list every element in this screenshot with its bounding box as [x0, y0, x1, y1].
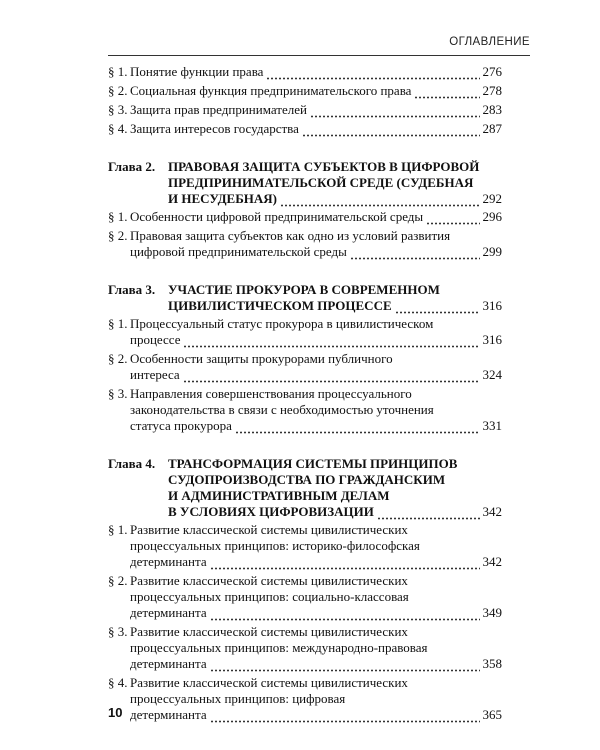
toc-entry-title-line: И АДМИНИСТРАТИВНЫМ ДЕЛАМ	[168, 488, 390, 503]
toc-entry-title-line: процессе	[130, 332, 181, 347]
toc-entry-title-line: ПРЕДПРИНИМАТЕЛЬСКОЙ СРЕДЕ (СУДЕБНАЯ	[168, 175, 474, 190]
dot-leader	[266, 68, 479, 80]
toc-entry-title-line: законодательства в связи с необходимостью уточнения	[130, 402, 434, 417]
toc-entry-title-line: процессуальных принципов: цифровая	[130, 691, 346, 706]
toc-entry-number: § 1.	[108, 316, 128, 331]
toc-entry-number: § 3.	[108, 624, 128, 639]
dot-leader	[395, 302, 480, 314]
toc-entry-title-line: Особенности защиты прокурорами публичного	[130, 351, 393, 366]
toc-entry-title-line: процессуальных принципов: историко-философская	[130, 538, 420, 553]
dot-leader	[210, 609, 480, 621]
toc-section[interactable]	[108, 573, 502, 621]
toc-chapter[interactable]	[108, 282, 502, 314]
toc-section[interactable]	[108, 386, 502, 434]
toc-entry-number: Глава 2.	[108, 159, 156, 174]
toc-page-number: 316	[482, 332, 502, 347]
toc-entry-title-line: процессуальных принципов: международно-правовая	[130, 640, 428, 655]
toc-entry-number: § 4.	[108, 675, 128, 690]
toc-entry-title-line: ЦИВИЛИСТИЧЕСКОМ ПРОЦЕССЕ	[168, 298, 392, 313]
toc-page-number: 342	[482, 504, 502, 519]
toc-entry-number: § 3.	[108, 386, 128, 401]
toc-entry-number: § 1.	[108, 209, 128, 224]
toc-entry-title-line: УЧАСТИЕ ПРОКУРОРА В СОВРЕМЕННОМ	[168, 282, 440, 297]
toc-section[interactable]	[108, 121, 502, 137]
toc-entry-title-line: Развитие классической системы цивилистических	[130, 573, 408, 588]
dot-leader	[235, 422, 480, 434]
toc-page-number: 342	[482, 554, 502, 569]
toc-entry-title-line: Процессуальный статус прокурора в цивилистическом	[130, 316, 434, 331]
toc-section[interactable]	[108, 64, 502, 80]
toc-entry-title-line: детерминанта	[130, 554, 207, 569]
toc-entry-number: Глава 4.	[108, 456, 156, 471]
toc-section[interactable]	[108, 228, 502, 260]
toc-entry-title-line: Социальная функция предпринимательского права	[130, 83, 412, 98]
toc-section[interactable]	[108, 83, 502, 99]
dot-leader	[210, 660, 480, 672]
table-of-contents	[108, 64, 502, 726]
toc-page-number: 278	[482, 83, 502, 98]
running-header: ОГЛАВЛЕНИЕ	[449, 36, 530, 48]
toc-page-number: 299	[482, 244, 502, 259]
toc-entry-number: § 2.	[108, 228, 128, 243]
toc-entry-number: § 2.	[108, 83, 128, 98]
dot-leader	[310, 106, 480, 118]
toc-entry-number: § 2.	[108, 351, 128, 366]
toc-section[interactable]	[108, 102, 502, 118]
header-rule	[108, 55, 530, 56]
dot-leader	[377, 508, 480, 520]
toc-entry-title-line: Особенности цифровой предпринимательской среды	[130, 209, 424, 224]
toc-entry-number: § 1.	[108, 64, 128, 79]
dot-leader	[183, 336, 479, 348]
page-number: 10	[108, 705, 123, 720]
toc-page-number: 324	[482, 367, 502, 382]
dot-leader	[210, 711, 480, 723]
toc-section[interactable]	[108, 624, 502, 672]
toc-section[interactable]	[108, 316, 502, 348]
toc-section[interactable]	[108, 675, 502, 723]
toc-page-number: 365	[482, 707, 502, 722]
toc-entry-title-line: детерминанта	[130, 605, 207, 620]
toc-entry-number: § 1.	[108, 522, 128, 537]
toc-entry-title-line: И НЕСУДЕБНАЯ)	[168, 191, 278, 206]
toc-entry-title-line: Развитие классической системы цивилистических	[130, 624, 408, 639]
toc-entry-title-line: детерминанта	[130, 707, 207, 722]
toc-entry-title-line: В УСЛОВИЯХ ЦИФРОВИЗАЦИИ	[168, 504, 374, 519]
toc-page-number: 316	[482, 298, 502, 313]
toc-entry-title-line: ПРАВОВАЯ ЗАЩИТА СУБЪЕКТОВ В ЦИФРОВОЙ	[168, 159, 480, 174]
toc-entry-title-line: Направления совершенствования процессуального	[130, 386, 412, 401]
dot-leader	[414, 87, 479, 99]
toc-entry-title-line: Защита прав предпринимателей	[130, 102, 307, 117]
toc-entry-number: § 2.	[108, 573, 128, 588]
toc-entry-number: § 3.	[108, 102, 128, 117]
toc-section[interactable]	[108, 522, 502, 570]
toc-entry-number: § 4.	[108, 121, 128, 136]
toc-entry-title-line: ТРАНСФОРМАЦИЯ СИСТЕМЫ ПРИНЦИПОВ	[168, 456, 458, 471]
toc-entry-title-line: Защита интересов государства	[130, 121, 299, 136]
toc-page-number: 349	[482, 605, 502, 620]
toc-chapter[interactable]	[108, 456, 502, 520]
toc-section[interactable]	[108, 209, 502, 225]
toc-chapter[interactable]	[108, 159, 502, 207]
toc-entry-title-line: Понятие функции права	[130, 64, 264, 79]
toc-entry-title-line: Развитие классической системы цивилистических	[130, 522, 408, 537]
dot-leader	[210, 558, 480, 570]
toc-entry-title-line: интереса	[130, 367, 180, 382]
dot-leader	[350, 248, 480, 260]
dot-leader	[183, 371, 480, 383]
toc-entry-number: Глава 3.	[108, 282, 156, 297]
toc-entry-title-line: СУДОПРОИЗВОДСТВА ПО ГРАЖДАНСКИМ	[168, 472, 446, 487]
toc-page-number: 276	[482, 64, 502, 79]
toc-page-number: 358	[482, 656, 502, 671]
toc-entry-title-line: процессуальных принципов: социально-классовая	[130, 589, 409, 604]
toc-entry-title-line: Правовая защита субъектов как одно из условий развития	[130, 228, 451, 243]
dot-leader	[280, 195, 479, 207]
toc-entry-title-line: Развитие классической системы цивилистических	[130, 675, 408, 690]
toc-page-number: 283	[482, 102, 502, 117]
toc-page-number: 292	[482, 191, 502, 206]
toc-page-number: 296	[482, 209, 502, 224]
toc-page-number: 331	[482, 418, 502, 433]
toc-section[interactable]	[108, 351, 502, 383]
dot-leader	[426, 213, 479, 225]
toc-entry-title-line: статуса прокурора	[130, 418, 232, 433]
dot-leader	[302, 125, 480, 137]
toc-page-number: 287	[482, 121, 502, 136]
toc-entry-title-line: цифровой предпринимательской среды	[130, 244, 347, 259]
toc-entry-title-line: детерминанта	[130, 656, 207, 671]
